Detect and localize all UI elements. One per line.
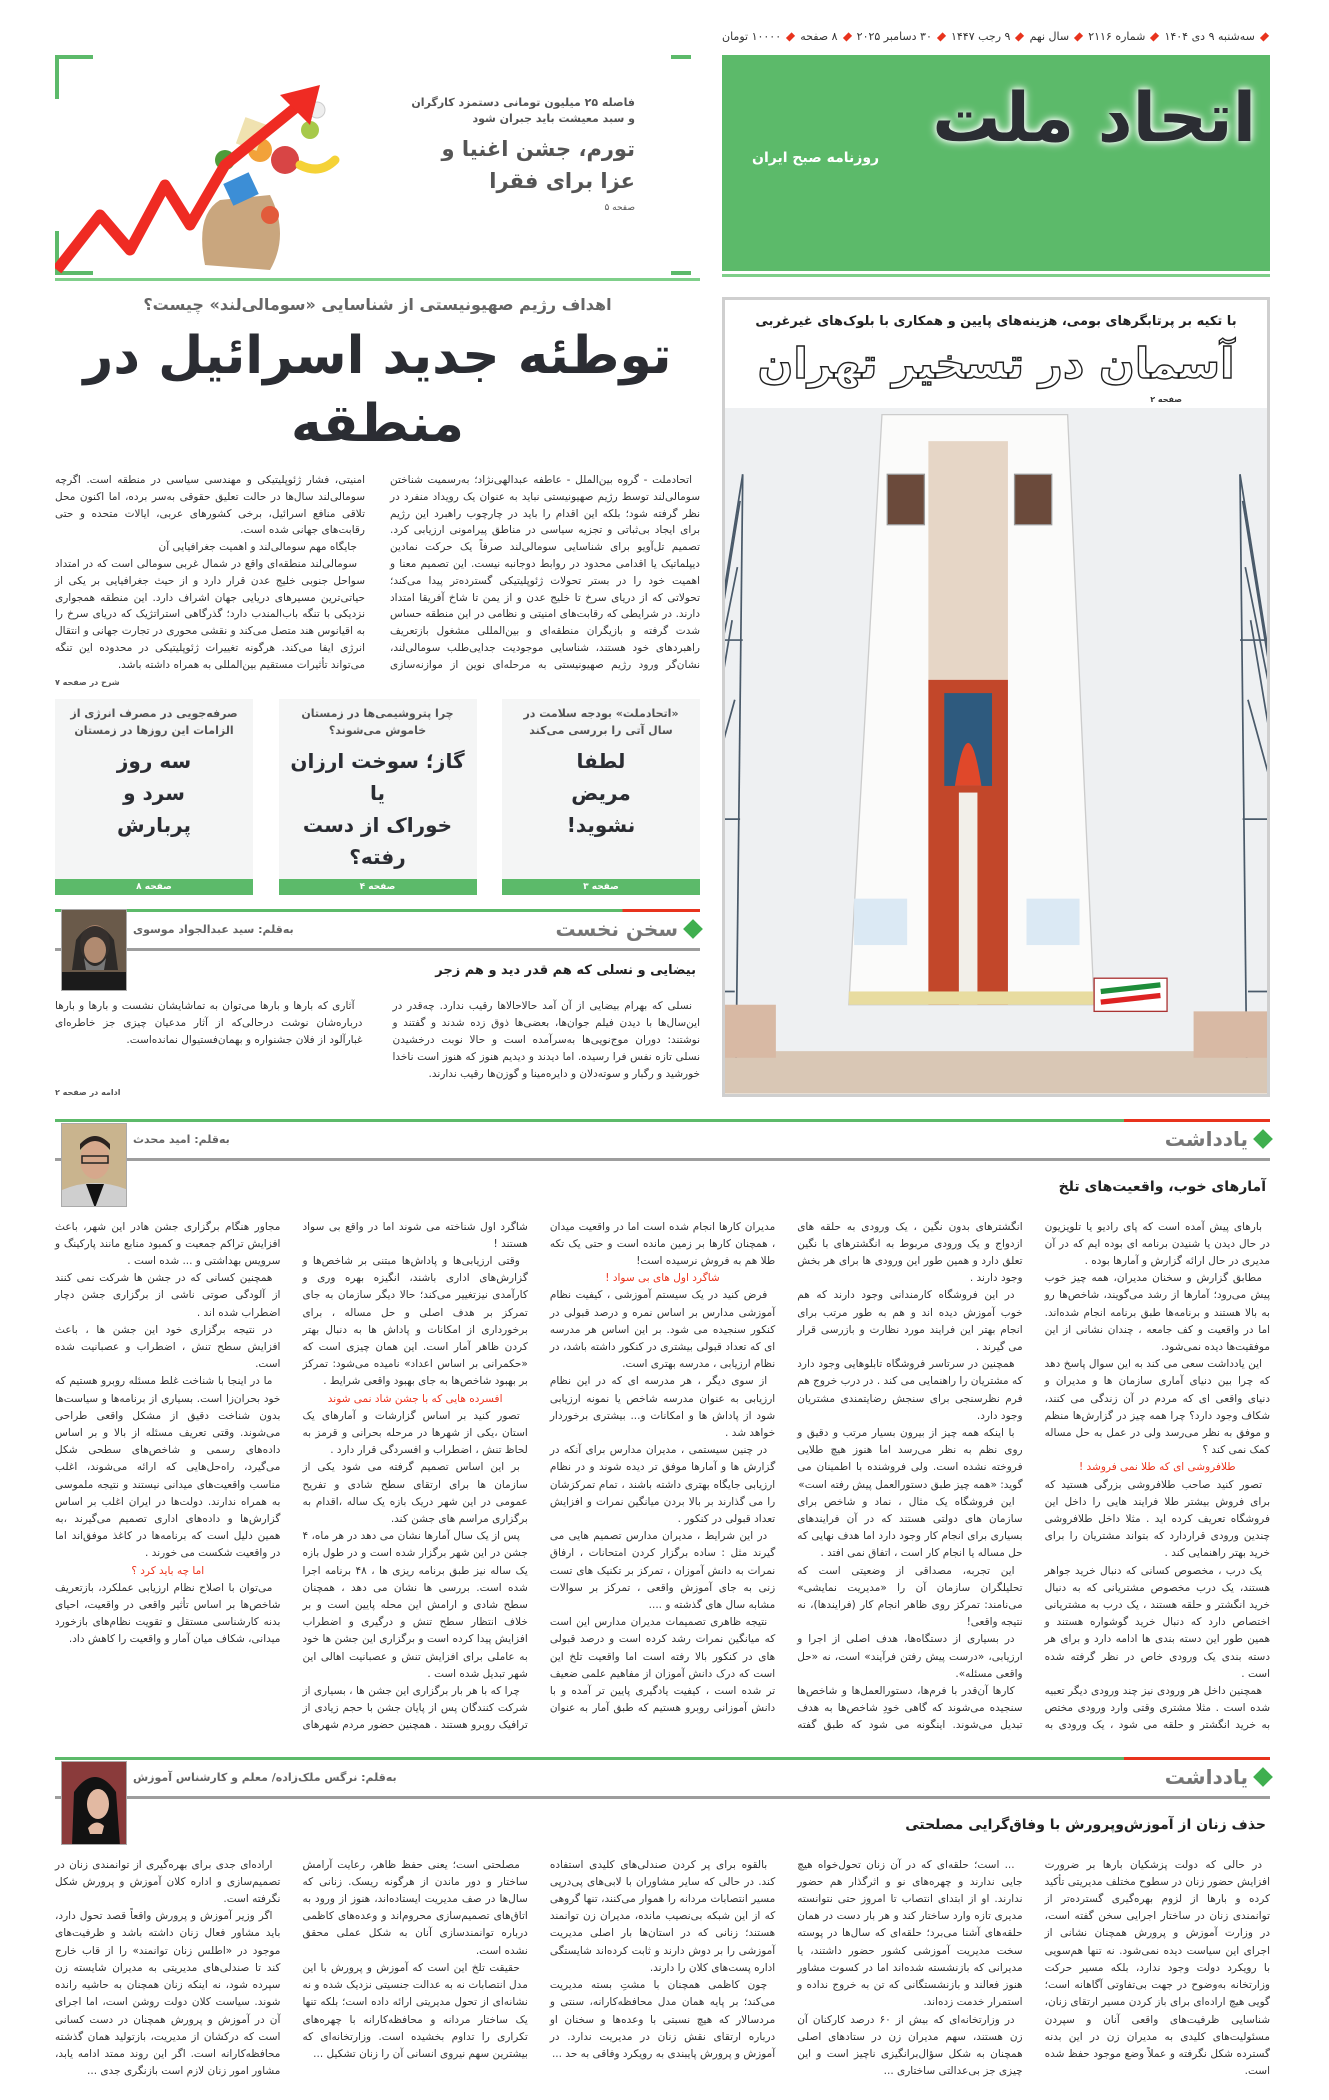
author-photo (61, 909, 127, 991)
right-column (722, 0, 1270, 1097)
paragraph: تصور کنید صاحب طلافروشی بزرگی هستید که برای فروش بیشتر طلا فرایند هایی را داخل این فروشگاه تعریف کرده اید . مثلا داخل طلافروشی چندین ورودی قراردارد که بتواند مشتریان را برای خرید بهتر راهنمایی کند . (1044, 1478, 1270, 1560)
paragraph: در حالی که دولت پزشکیان بارها بر ضرورت افزایش حضور زنان در سطوح مختلف مدیریتی تأکید کرده و بارها از لزوم بهره‌گیری گسترده‌تر از توانمندی زنان در ساختار اجرایی سخن گفته است، در وزارت آموزش و پرورش همچنان نشانی از اجرای این سیاست دیده نمی‌شود. نه تنها هم‌سویی با رویکرد دولت وجود ندارد، بلکه مسیر حرکت وزارتخانه به‌وضوح در جهت بی‌تفاوتی آگاهانه است؛ گویی هیچ اراده‌ای برای باز کردن مسیر ارتقای زنان، شناسایی ظرفیت‌های واقعی آنان و سپردن مسئولیت‌های کلیدی به مدیران زن در این بدنه گسترده شکل نگرفته و عملاً وضع موجود حفظ شده است. (1044, 1858, 1270, 2078)
teaser-boxes (55, 699, 700, 895)
paragraph: بارهای پیش آمده است که پای رادیو یا تلویزیون در حال دیدن یا شنیدن برنامه ای بوده ایم که در آن مدیری در حال ارائه گزارش و آمارها بوده . (1044, 1220, 1270, 1267)
divider (722, 274, 1270, 277)
sokhan-paragraph: آثاری که بارها و بارها می‌توان به تماشایشان نشست و بارها و بارها درباره‌شان نوشت درحالی‌که از آثار مدعیان چیزی جز خاطره‌ای غبارآلود از فلان جشنواره و بهمان‌فستیوال نمانده‌است. (55, 999, 363, 1046)
section-title: یادداشت (1164, 1764, 1248, 1789)
paragraph: بالقوه برای پر کردن صندلی‌های کلیدی استفاده کند. در حالی که سایر مشاوران با لابی‌های پی‌درپی مسیر انتصابات مردانه را هموار می‌کنند، تنها گروهی که از این شبکه بی‌نصیب مانده، مدیران زن توانمند هستند؛ زنانی که در استان‌ها بار اصلی مدیریت آموزشی را بر دوش دارند و ثابت کرده‌اند شایستگی اداره پست‌های کلان را دارند. (549, 1858, 776, 1974)
paragraph: مصلحتی است؛ یعنی حفظ ظاهر، رعایت آرامش ساختار و دور ماندن از هرگونه ریسک. زنانی که سال‌ها در صف مدیریت ایستاده‌اند، هنوز از ورود به اتاق‌های تصمیم‌سازی محروم‌اند و وعده‌های کاظمی درباره توانمندسازی آنان به شکل عملی محقق نشده است. (302, 1858, 528, 1957)
paragraph: همچنین داخل هر ورودی نیز چند ورودی دیگر تعبیه شده است . مثلا مشتری وقتی وارد ورودی مختص به خرید انگشتر و حلقه می شود ، یک ورودی به انگشترهای بدون نگین ، یک ورودی به حلقه های ازدواج و یک ورودی مربوط به انگشترهای با نگین تعلق دارد و همین طور این ورودی ها برای هر بخش وجود دارند . (797, 1220, 1270, 1732)
paragraph: اگر وزیر آموزش و پرورش واقعاً قصد تحول دارد، باید مشاور فعال زنان داشته باشد و ظرفیت‌های موجود در «اطلس زنان توانمند» را از قاب خارج کند تا صندلی‌های مدیریتی به مدیران شایسته زن سپرده شود، نه اینکه زنان همچنان به حاشیه رانده شوند. سیاست کلان دولت روشن است، اما اجرای آن در آموزش و پرورش همچنان در دست کسانی است که درکشان از مدیریت، بازتولید همان گذشته محافظه‌کارانه است. اگر این روند ممتد ادامه یابد، مشاور امور زنان لازم است بازنگری جدی ... (55, 1910, 281, 2078)
paragraph: نتیجه ظاهری تصمیمات مدیران مدارس این است که میانگین نمرات رشد کرده است و درصد قبولی های در کنکور بالا رفته است اما واقعیت تلخ این است که درک دانش آموزان از مفاهیم علمی ضعیف تر شده است ، کیفیت یادگیری پایین تر آمده و با دانش آموزانی روبرو هستیم که طبق آمار به عنوان شاگرد اول شناخته می شوند اما در واقع بی سواد هستند ! (302, 1220, 776, 1715)
paragraph: این تجربه، مصداقی از وضعیتی است که تحلیلگران سازمان آن را «مدیریت نمایشی» می‌نامند: تمرکز روی ظاهر انجام کار (فرایندها)، نه نتیجه واقعی! (797, 1564, 1023, 1629)
header-underline (55, 948, 700, 951)
paragraph: ما در اینجا با شناخت غلط مسئله روبرو هستیم که خود بحران‌زا است. بسیاری از برنامه‌ها و سیاست‌ها بدون شناخت دقیق از مشکل واقعی طراحی می‌شوند. وقتی تعریف مسئله از بالا و بر اساس داده‌های رسمی و شاخص‌های سطحی شکل می‌گیرد، راه‌حل‌هایی که ارائه می‌شوند، اغلب مناسب واقعیت‌های میدانی نیستند و نتیجه ملموسی به همراه ندارند. دولت‌ها در ایران اغلب بر اساس گزارش‌ها و داده‌های اداری تصمیم می‌گیرند ،به همین دلیل است که برنامه‌ها در کاغذ موفق‌اند اما در واقعیت شکست می خورند . (55, 1375, 281, 1560)
header-bar (55, 1119, 1270, 1122)
dateline-item: ۳۰ دسامبر ۲۰۲۵ (856, 30, 932, 43)
box-headline-line: نشوید! (566, 812, 636, 837)
box-headline-line: گاز؛ سوخت ارزان (290, 748, 465, 773)
box-kicker: «اتحادملت» بودجه سلامت در سال آتی را بررسی می‌کند (523, 706, 679, 737)
dateline-item: سال نهم (1029, 30, 1070, 43)
box-health-budget[interactable] (502, 699, 700, 895)
author-byline: به‌قلم: سید عبدالجواد موسوی (133, 922, 294, 936)
lead-subhead: جایگاه مهم سومالی‌لند و اهمیت جغرافیایی آن (158, 541, 357, 554)
paragraph: با اینکه همه چیز از بیرون بسیار مرتب و دقیق و روی نظم به نظر می‌رسد اما هنوز هیچ طلایی فروخته نشده است. ولی فروشنده با اطمینان می گوید: «همه چیز طبق دستورالعمل پیش رفته است» (797, 1427, 1023, 1491)
sokhan-headline[interactable]: بیضایی و نسلی که هم قدر دید و هم زجر (435, 962, 696, 978)
rocket-launch-pad-photo (725, 408, 1267, 1094)
paragraph: می‌توان با اصلاح نظام ارزیابی عملکرد، بازتعریف شاخص‌ها بر اساس تأثیر واقعی در واقعیت، احیای بدنه کارشناسی مستقل و تقویت نظام‌های بازخورد میدانی، شکاف میان آمار و واقعیت را کاهش داد. (55, 1581, 281, 1646)
masthead (722, 55, 1270, 271)
sokhan-header (55, 909, 700, 951)
diamond-icon (1260, 32, 1269, 41)
photo-story[interactable] (722, 297, 1270, 1097)
sokhan-continued[interactable]: ادامه در صفحه ۲ (55, 1087, 121, 1097)
paragraph: در چنین سیستمی ، مدیران مدارس برای آنکه در گزارش ها و آمارها موفق تر دیده شوند و در نظام ارزیابی جایگاه بهتری داشته باشند ، تمام تمرکزشان را می گذارند بر بالا بردن میانگین نمرات و افزایش تعداد قبولی در کنکور . (549, 1444, 776, 1526)
teaser-headline[interactable]: تورم، جشن اغنیا و عزا برای فقرا (441, 137, 635, 193)
box-energy-saving[interactable] (55, 699, 253, 895)
paragraph: چون کاظمی همچنان با مشتِ بسته مدیریت می‌کند؛ بر پایه همان مدل محافظه‌کارانه، سنتی و مردسالار که هیچ نسبتی با وعده‌ها و سخنان او درباره ارتقای نقش زنان در مدیریت ندارد. در آموزش و پرورش پایبندی به رویکرد وفاقی به حد ... (549, 1979, 776, 2060)
box-headline-line: پربارش (116, 812, 192, 837)
note2-section (55, 1757, 1270, 2081)
paragraph: در این شرایط ، مدیران مدارس تصمیم هایی می گیرند مثل : ساده برگزار کردن امتحانات ، ارفاق نمرات به دانش آموزان ، تمرکز بر تکنیک های تست زنی به جای آموزش واقعی ، تمرکز بر سوالات مشابه سال های گذشته و .... (549, 1530, 776, 1612)
author-photo (61, 1123, 127, 1207)
paragraph: پس از یک سال آمارها نشان می دهد در هر ماه، ۴ جشن در این شهر برگزار شده است و در طول بازه یک ساله نیز طبق برنامه ریزی ها ، ۴۸ برنامه اجرا شده است. بررسی ها نشان می دهد ، همچنان سطح شادی و ارامش این محله پایین است و بر خلاف انتظار سطح تنش و درگیری و اضطراب افزایش پیدا کرده است و برگزاری این جشن ها خود به عاملی برای افزایش تنش و عصبانیت اهالی این شهر تبدیل شده است . (302, 1530, 528, 1680)
diamond-icon (1150, 32, 1159, 41)
paragraph: بر این اساس تصمیم گرفته می شود یکی از سازمان ها برای ارتقای سطح شادی و تفریح عمومی در این شهر دریک بازه یک ساله ،اقدام به برگزاری مراسم های جشن کند. (302, 1461, 528, 1526)
photo-story-kicker: با تکیه بر پرتابگرهای بومی، هزینه‌های پایین و همکاری با بلوک‌های غیرغربی (755, 314, 1237, 329)
subheading: افسرده هایی که با جشن شاد نمی شوند (327, 1392, 503, 1405)
box-headline-line: سرد و (123, 780, 185, 805)
box-headline-line: خوراک از دست رفته؟ (302, 812, 453, 869)
paragraph: کارها آن‌قدر با فرم‌ها، دستورالعمل‌ها و شاخص‌ها سنجیده می‌شوند که گاهی خودِ شاخص‌ها به هدف تبدیل می‌شوند. اینگونه می شود که طبق گفته مدیران کارها انجام شده است اما در واقعیت میدان ، همچنان کارها بر زمین مانده است و حتی یک تکه طلا هم به فروش نرسیده است! (549, 1220, 1023, 1732)
dateline (722, 0, 1270, 55)
paragraph: فرض کنید در یک سیستم آموزشی ، کیفیت نظام آموزشی مدارس بر اساس نمره و درصد قبولی در کنکور سنجیده می شود. بر این اساس هر مدرسه ای که تعداد قبولی بیشتری در کنکور داشته باشد، در نظام ارزیابی ، مدرسه بهتری است. (549, 1289, 776, 1371)
note1-section (55, 1119, 1270, 1735)
box-page-ref[interactable]: صفحه ۴ (279, 879, 477, 895)
paragraph: یک درب ، مخصوص کسانی که دنبال خرید جواهر هستند، یک درب مخصوص مشتریانی که به دنبال خرید انگشتر و حلقه هستند ، یک درب به مشتریانی اختصاص دارد که دنبال خرید گوشواره هستند و همین طور این دسته بندی ها ادامه دارد و برای هر دسته بندی یک ورودی خاص در نظر گرفته شده است . (1044, 1564, 1270, 1680)
diamond-icon (937, 32, 946, 41)
box-petrochemical-gas[interactable] (279, 699, 477, 895)
dateline-item: ۱۰۰۰۰ تومان (722, 30, 782, 43)
sokhan-body (55, 998, 700, 1084)
author-byline: به‌قلم: نرگس ملک‌زاده/ معلم و کارشناس آموزش (133, 1770, 397, 1784)
paragraph: همچنین کسانی که در جشن ها شرکت نمی کنند از آلودگی صوتی ناشی از برگزاری جشن دچار اضطراب شده اند . (55, 1272, 281, 1319)
bottom-margin (0, 2080, 1329, 2100)
note2-headline[interactable]: حذف زنان از آموزش‌وپرورش با وفاق‌گرایی مصلحتی (905, 1816, 1266, 1833)
note1-body (55, 1219, 1270, 1735)
dateline-item: ۹ رجب ۱۴۴۷ (950, 30, 1011, 43)
note2-header (55, 1757, 1270, 1799)
photo-story-page-ref[interactable]: صفحه ۲ (1150, 395, 1182, 404)
diamond-icon (1074, 32, 1083, 41)
divider (55, 278, 700, 281)
diamond-icon (842, 32, 851, 41)
paragraph: چرا که با هر بار برگزاری این جشن ها ، بسیاری از شرکت کنندگان پس از پایان جشن با حجم زیادی از ترافیک روبرو هستند . همچنین حضور مردم شهرهای مجاور هنگام برگزاری جشن هادر این شهر، باعث افزایش تراکم جمعیت و کمبود منابع مانند پارکینگ و سرویس بهداشتی و ... شده است . (55, 1220, 528, 1732)
dateline-item: سه‌شنبه ۹ دی ۱۴۰۴ (1164, 30, 1255, 43)
photo-story-headline[interactable]: آسمان در تسخیر تهران (757, 339, 1235, 388)
newspaper-logo: اتحاد ملت (932, 79, 1256, 158)
lead-continued[interactable]: شرح در صفحه ۷ (55, 677, 120, 687)
diamond-icon (1253, 1767, 1273, 1787)
box-headline-line: مریض (571, 780, 631, 805)
note1-headline[interactable]: آمارهای خوب، واقعیت‌های تلخ (1058, 1178, 1266, 1195)
dateline-item: ۸ صفحه (800, 30, 838, 43)
sokhan-section (55, 909, 700, 1097)
box-kicker: چرا پتروشیمی‌ها در زمستان خاموش می‌شوند؟ (301, 706, 454, 737)
box-headline-line: سه روز (116, 748, 192, 773)
author-photo (61, 1761, 127, 1845)
paragraph: در بسیاری از دستگاه‌ها، هدف اصلی از اجرا و ارزیابی، «درست پیش رفتن فرآیند» است، نه «حل واقعی مسئله». (797, 1633, 1023, 1680)
box-page-ref[interactable]: صفحه ۸ (55, 879, 253, 895)
box-headline-line: یا (369, 780, 386, 805)
section-title: سخن نخست (555, 916, 678, 941)
masthead-subtitle: روزنامه صبح ایران (752, 150, 880, 166)
lead-paragraph: اتحادملت - گروه بین‌الملل - عاطفه عبدالهی‌نژاد؛ به‌رسمیت شناختن سومالی‌لند توسط رژیم صهیونیستی نباید به عنوان یک رویداد منفرد در نظر گرفته شود؛ بلکه این اقدام را باید در چارچوب راهبرد این رژیم برای ایجاد بی‌ثباتی و تجزیه سیاسی در مناطق پیرامونی ارزیابی کرد. تصمیم تل‌آویو برای شناسایی سومالی‌لند صرفاً یک حرکت نمادین دیپلماتیک یا اقدامی محدود در روابط دوجانبه نیست. این تصمیم معنا و اهمیت خود را در بستر تحولات ژئوپلیتیکی گسترده‌تر پیدا می‌کند؛ تحولاتی که از دریای سرخ تا خلیج عدن و از یمن تا شاخ آفریقا امتداد دارند. در شرایطی که رقابت‌های امنیتی و نظامی در این منطقه حساس شدت گرفته و بازیگران منطقه‌ای و بین‌المللی مشغول بازتعریف راهبردهای خود هستند، شناسایی موجودیت جدایی‌طلب سومالی‌لند، نشان‌گر ورود رژیم صهیونیستی به مرحله‌ای نوین از موازنه‌سازی امنیتی، فشار ژئوپلیتیکی و مهندسی سیاسی در منطقه است. اگرچه سومالی‌لند سال‌ها در حالت تعلیق حقوقی به‌سر برده، اما اکنون محل تلاقی منافع اسرائیل، برخی کشورهای عربی، ایالات متحده و حتی رقابت‌های جهانی شده است. (55, 474, 700, 671)
lead-paragraph: سومالی‌لند منطقه‌ای واقع در شمال غربی سومالی است که در امتداد سواحل جنوبی خلیج عدن قرار دارد و از حیث جغرافیایی بر یکی از حیاتی‌ترین مسیرهای دریایی جهان اشراف دارد. این منطقه همجواری نزدیکی با تنگه باب‌المندب دارد؛ گذرگاهی استراتژیک که دریای سرخ را به اقیانوس هند متصل می‌کند و نقشی محوری در تجارت جهانی و انتقال انرژی ایفا می‌کند. هرگونه تغییرات ژئوپلیتیکی در محدوده این تنگه می‌تواند تأثیرات مستقیم بین‌المللی به همراه داشته باشد. (55, 557, 365, 671)
diamond-icon (786, 32, 795, 41)
paragraph: مطابق گزارش و سخنان مدیران، همه چیز خوب پیش می‌رود؛ آمارها از رشد می‌گویند، شاخص‌ها رو به بالا هستند و برنامه‌ها طبق برنامه انجام شده‌اند. اما در واقعیت و کف جامعه ، چندان نشانی از این موفقیت‌ها دیده نمی‌شود. (1044, 1272, 1270, 1353)
paragraph: در این فروشگاه کارمندانی وجود دارند که هم خوب آموزش دیده اند و هم به طور مرتب برای انجام بهتر این فرایند مورد نظارت و بازرسی قرار می گیرند . (797, 1289, 1023, 1353)
subheading: اما چه باید کرد ؟ (131, 1564, 205, 1577)
paragraph: اراده‌ای جدی برای بهره‌گیری از توانمندی زنان در تصمیم‌سازی و اداره کلان آموزش و پرورش شکل نگرفته است. (55, 1858, 281, 1906)
box-headline-line: لطفا (576, 748, 626, 773)
diamond-icon (1253, 1129, 1273, 1149)
paragraph: وقتی ارزیابی‌ها و پاداش‌ها مبتنی بر شاخص‌ها و گزارش‌های اداری باشند، انگیزه بهره وری و کارآمدی نیزتغییر می‌کند؛ حالا دیگر سازمان به جای تمرکز بر هدف اصلی و حل مساله ، برای برخورداری از امکانات و پاداش ها به دنبال بهتر کردن ظاهر آمار است. این همان چیزی است که «حکمرانی بر اساس اعداد» نامیده می‌شود: تمرکز بر بهبود شاخص‌ها به جای بهبود واقعی شرایط . (302, 1254, 528, 1388)
box-kicker: صرفه‌جویی در مصرف انرژی از الزامات این روزها در زمستان (70, 706, 238, 737)
note2-body (55, 1857, 1270, 2081)
dateline-item: شماره ۲۱۱۶ (1088, 30, 1146, 43)
lead-headline[interactable]: توطئه جدید اسرائیل در منطقه (83, 326, 672, 454)
header-bar (55, 1757, 1270, 1760)
paragraph: تصور کنید بر اساس گزارشات و آمارهای یک استان ،یکی از شهرها در مرحله بحرانی و قرمز به لحاظ تنش ، اضطراب و افسردگی قرار دارد . (302, 1409, 528, 1457)
teaser-kicker: فاصله ۲۵ میلیون تومانی دستمزد کارگران و سبد معیشت باید جبران شود (411, 96, 635, 125)
box-page-ref[interactable]: صفحه ۳ (502, 879, 700, 895)
left-column (55, 0, 700, 1097)
corner-bracket (671, 231, 691, 275)
author-byline: به‌قلم: امید محدث (133, 1132, 230, 1146)
corner-bracket (671, 55, 691, 99)
paragraph: همچنین در سرتاسر فروشگاه تابلوهایی وجود دارد که مشتریان را راهنمایی می کند . در درب خروج هم فرم نظرسنجی برای سنجش رضایتمندی مشتریان وجود دارد. (797, 1358, 1023, 1422)
rising-arrow-groceries-illustration (55, 65, 365, 275)
teaser-inflation[interactable] (55, 55, 691, 275)
header-underline (55, 1796, 1270, 1799)
paragraph: از سوی دیگر ، هر مدرسه ای که در این نظام ارزیابی به عنوان مدرسه شاخص یا نمونه ارزیابی شود از پاداش ها و امکانات و... بیشتری برخوردار خواهد شد . (549, 1375, 776, 1440)
header-bar (55, 909, 700, 912)
lead-kicker: اهداف رژیم صهیونیستی از شناسایی «سومالی‌لند» چیست؟ (143, 295, 612, 314)
lead-body (55, 472, 700, 674)
note1-header (55, 1119, 1270, 1161)
paragraph: در نتیجه برگزاری خود این جشن ها ، باعث افزایش سطح تنش ، اضطراب و عصبانیت شده است. (55, 1323, 281, 1371)
paragraph: این فروشگاه یک مثال ، نماد و شاخص برای سازمان های دولتی هستند که در آن فرایندهای بسیاری برای انجام کار وجود دارد اما هدف نهایی که حل مساله یا انجام کار است ، اتفاق نمی افتد . (797, 1495, 1023, 1560)
paragraph: ... است؛ حلقه‌ای که در آن زنان تحول‌خواه هیچ جایی ندارند و چهره‌های نو و اثرگذار هم حضور ندارند. او از ابتدای انتصاب تا امروز حتی نتوانسته مدیری تازه وارد ساختار کند و هر بار دست در همان حلقه‌های آشنا می‌برد؛ حلقه‌ای که سال‌ها در پوسته سخت مدیریت آموزشی کشور حضور داشتند، یا مدیرانی که بازنشسته شده‌اند اما در کسوت مشاور هنوز فعالند و بازنشستگانی که تن به خروج نداده و استمرار خدمت زده‌اند. (797, 1858, 1023, 2009)
paragraph: این یادداشت سعی می کند به این سوال پاسخ دهد که چرا بین دنیای آماری سازمان ها و مدیران و دنیای واقعی ای که مردم در آن زندگی می کنند، شکاف وجود دارد؟ چرا همه چیز در گزارش‌ها منظم و موفق به نظر می‌رسد ولی در عمل به حل مساله کمک نمی کند ؟ (1044, 1358, 1270, 1457)
header-underline (55, 1158, 1270, 1161)
paragraph: در وزارتخانه‌ای که بیش از ۶۰ درصد کارکنان آن زن هستند، سهم مدیران زن در ستادهای اصلی همچنان به شکل سؤال‌برانگیزی ناچیز است و این چیزی جز بی‌عدالتی ساختاری ... (797, 2013, 1023, 2078)
paragraph: حقیقت تلخ این است که آموزش و پرورش با این مدل انتصابات نه به عدالت جنسیتی نزدیک شده و نه نشانه‌ای از تحول مدیریتی ارائه داده است؛ بلکه تنها یک ساختار مردانه و محافظه‌کارانه با چهره‌های تکراری را تداوم بخشیده است. وزارتخانه‌ای که بیشترین سهم نیروی انسانی آن را زنان تشکیل ... (302, 1961, 528, 2060)
subheading: طلافروشی ای که طلا نمی فروشد ! (1078, 1461, 1236, 1474)
subheading: شاگرد اول های بی سواد ! (605, 1272, 720, 1285)
sokhan-paragraph: نسلی که بهرام بیضایی از آن آمد حالاحالاها رقیب ندارد. چه‌قدر در این‌سال‌ها با دیدن فیلم جوان‌ها، بعضی‌ها ذوق زده شدند و گفتند و نوشتند: دوران موج‌نویی‌ها به‌سرآمده است و حالا نوبت درخشیدن نسلی تازه نفس فرا رسیده. اما دیدند و دیدیم هنوز که هنوز است ناخدا خورشید و رگبار و سوته‌دلان و دایره‌مینا و گوزن‌ها رقیب ندارند. (392, 999, 700, 1081)
diamond-icon (1015, 32, 1024, 41)
section-title: یادداشت (1164, 1126, 1248, 1151)
teaser-page-ref[interactable]: صفحه ۵ (604, 203, 635, 213)
diamond-icon (683, 919, 703, 939)
